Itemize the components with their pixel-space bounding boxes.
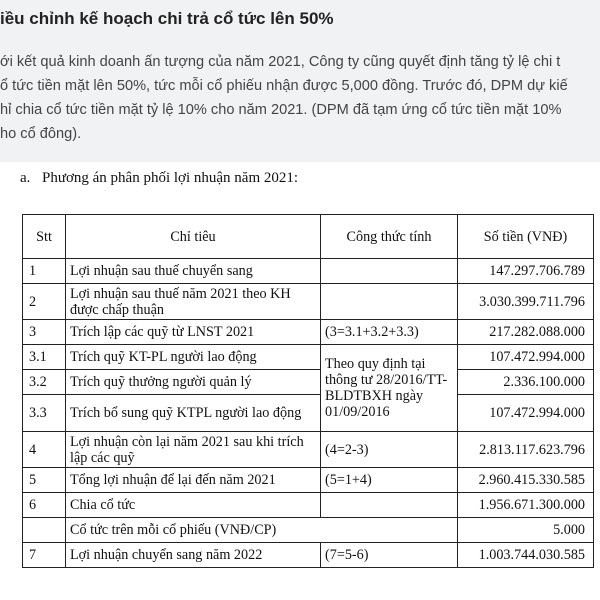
table-row bbox=[23, 320, 594, 345]
cell-item: Tổng lợi nhuận để lại đến năm 2021 bbox=[66, 468, 321, 493]
cell-item: Trích lập các quỹ từ LNST 2021 bbox=[66, 320, 321, 345]
cell-item: Trích quỹ KT-PL người lao động bbox=[66, 345, 321, 370]
table-header-row bbox=[23, 215, 594, 259]
profit-distribution-table bbox=[22, 214, 594, 568]
cell-stt: 3.3 bbox=[23, 395, 66, 432]
cell-item: Lợi nhuận còn lại năm 2021 sau khi trích lập các quỹ bbox=[66, 432, 321, 468]
cell-stt: 3 bbox=[23, 320, 66, 345]
article-heading: iều chỉnh kế hoạch chi trả cổ tức lên 50% bbox=[0, 9, 334, 28]
section-title bbox=[20, 170, 298, 187]
cell-item: Trích quỹ thưởng người quản lý bbox=[66, 370, 321, 395]
cell-amount: 217.282.088.000 bbox=[458, 320, 594, 345]
cell-item: Chia cổ tức bbox=[66, 493, 321, 518]
cell-formula-merged: Theo quy định tại thông tư 28/2016/TT-BLDTBXH ngày 01/09/2016 bbox=[321, 345, 458, 432]
cell-amount: 5.000 bbox=[458, 518, 594, 543]
cell-amount: 147.297.706.789 bbox=[458, 259, 594, 284]
cell-amount: 107.472.994.000 bbox=[458, 345, 594, 370]
cell-stt: 3.2 bbox=[23, 370, 66, 395]
paragraph-line: ổ tức tiền mặt lên 50%, tức mỗi cổ phiếu nhận được 5,000 đồng. Trước đó, DPM dự kiế bbox=[0, 78, 568, 94]
cell-item: Trích bổ sung quỹ KTPL người lao động bbox=[66, 395, 321, 432]
table-row bbox=[23, 493, 594, 518]
cell-formula: (7=5-6) bbox=[321, 543, 458, 568]
cell-stt: 2 bbox=[23, 284, 66, 320]
cell-amount: 1.003.744.030.585 bbox=[458, 543, 594, 568]
cell-item: Lợi nhuận sau thuế chuyển sang bbox=[66, 259, 321, 284]
cell-stt: 7 bbox=[23, 543, 66, 568]
cell-formula: (5=1+4) bbox=[321, 468, 458, 493]
cell-stt: 1 bbox=[23, 259, 66, 284]
section-title-text: Phương án phân phối lợi nhuận năm 2021: bbox=[42, 170, 299, 186]
document-image bbox=[0, 162, 600, 600]
cell-item: Cổ tức trên mỗi cổ phiếu (VNĐ/CP) bbox=[66, 518, 458, 543]
cell-amount: 3.030.399.711.796 bbox=[458, 284, 594, 320]
cell-amount: 1.956.671.300.000 bbox=[458, 493, 594, 518]
article-paragraph bbox=[0, 50, 600, 146]
header-stt: Stt bbox=[23, 215, 66, 259]
paragraph-line: hỉ chia cổ tức tiền mặt tỷ lệ 10% cho năm 2021. (DPM đã tạm ứng cổ tức tiền mặt 10% bbox=[0, 102, 562, 118]
table-row bbox=[23, 395, 594, 432]
header-formula: Công thức tính bbox=[321, 215, 458, 259]
cell-stt: 4 bbox=[23, 432, 66, 468]
cell-item: Lợi nhuận sau thuế năm 2021 theo KH được chấp thuận bbox=[66, 284, 321, 320]
cell-amount: 2.960.415.330.585 bbox=[458, 468, 594, 493]
cell-formula: (3=3.1+3.2+3.3) bbox=[321, 320, 458, 345]
cell-formula bbox=[321, 493, 458, 518]
cell-stt: 6 bbox=[23, 493, 66, 518]
table-row bbox=[23, 468, 594, 493]
table-row bbox=[23, 370, 594, 395]
table-row bbox=[23, 345, 594, 370]
cell-amount: 2.336.100.000 bbox=[458, 370, 594, 395]
table-row bbox=[23, 284, 594, 320]
cell-item: Lợi nhuận chuyển sang năm 2022 bbox=[66, 543, 321, 568]
cell-stt bbox=[23, 518, 66, 543]
table-row bbox=[23, 543, 594, 568]
cell-formula bbox=[321, 259, 458, 284]
paragraph-line: ho cổ đông). bbox=[0, 126, 82, 142]
cell-amount: 107.472.994.000 bbox=[458, 395, 594, 432]
paragraph-line: ới kết quả kinh doanh ấn tượng của năm 2021, Công ty cũng quyết định tăng tỷ lệ chi t bbox=[0, 54, 561, 70]
cell-formula bbox=[321, 284, 458, 320]
table-row bbox=[23, 518, 594, 543]
table-row bbox=[23, 432, 594, 468]
article-section bbox=[0, 0, 600, 162]
section-marker: a. bbox=[20, 170, 31, 186]
table-row bbox=[23, 259, 594, 284]
cell-formula: (4=2-3) bbox=[321, 432, 458, 468]
cell-stt: 3.1 bbox=[23, 345, 66, 370]
header-amount: Số tiền (VNĐ) bbox=[458, 215, 594, 259]
cell-amount: 2.813.117.623.796 bbox=[458, 432, 594, 468]
header-item: Chỉ tiêu bbox=[66, 215, 321, 259]
cell-stt: 5 bbox=[23, 468, 66, 493]
